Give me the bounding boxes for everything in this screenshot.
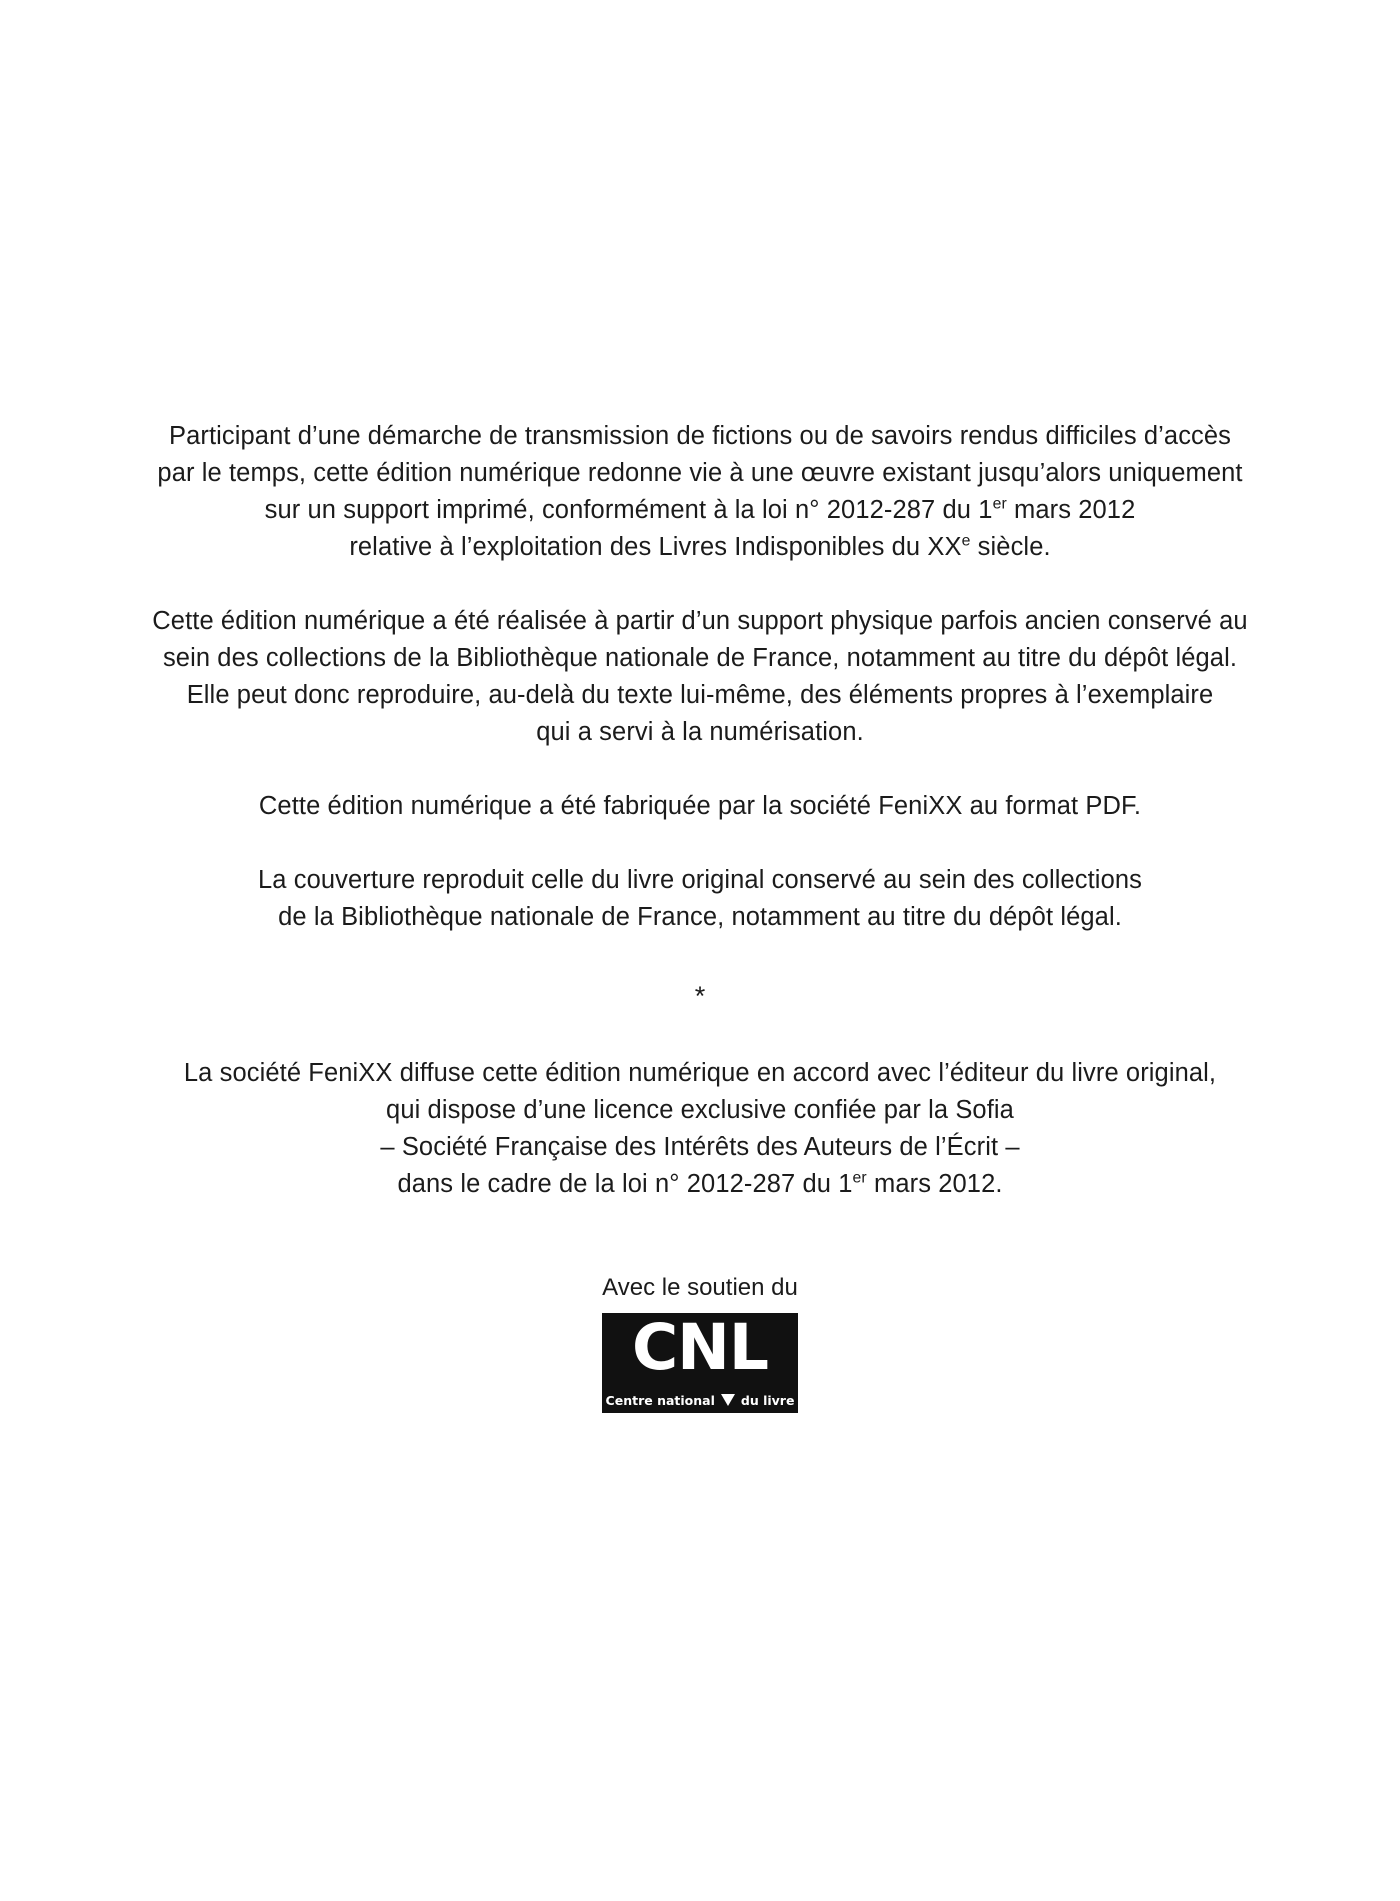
- paragraph-line-text: mars 2012: [1006, 496, 1136, 524]
- paragraph-line-text: siècle.: [970, 533, 1051, 561]
- paragraph-line: Elle peut donc reproduire, au-delà du texte lui-même, des éléments propres à l’exemplaire: [186, 681, 1214, 709]
- cnl-subtitle-left: Centre national: [605, 1393, 715, 1408]
- paragraph-line: La société FeniXX diffuse cette édition numérique en accord avec l’éditeur du livre original,: [183, 1059, 1217, 1087]
- paragraph-line: sein des collections de la Bibliothèque nationale de France, notamment au titre du dépôt légal.: [162, 644, 1238, 672]
- paragraph-line: – Société Française des Intérêts des Auteurs de l’Écrit –: [380, 1133, 1020, 1161]
- paragraph-line-loi: [265, 496, 1136, 524]
- paragraph-line: qui dispose d’une licence exclusive confiée par la Sofia: [386, 1096, 1014, 1124]
- paragraph-support-physique: [140, 603, 1260, 751]
- cnl-subtitle-right: du livre: [740, 1393, 795, 1408]
- ordinal-suffix: e: [961, 532, 971, 550]
- ordinal-suffix: er: [992, 495, 1007, 513]
- paragraph-line-text: relative à l’exploitation des Livres Indisponibles du XX: [349, 533, 962, 561]
- paragraph-line-text: sur un support imprimé, conformément à la loi n° 2012-287 du 1: [264, 496, 993, 524]
- paragraph-transmission: [140, 418, 1260, 566]
- paragraph-format-pdf: [140, 788, 1260, 825]
- paragraph-line-loi: [397, 1170, 1002, 1198]
- paragraph-line: Cette édition numérique a été fabriquée par la société FeniXX au format PDF.: [258, 792, 1142, 820]
- triangle-icon: [721, 1394, 735, 1406]
- paragraph-line: Participant d’une démarche de transmission de fictions ou de savoirs rendus difficiles d’accès: [168, 422, 1232, 450]
- paragraph-line: Cette édition numérique a été réalisée à partir d’un support physique parfois ancien conservé au: [152, 607, 1248, 635]
- paragraph-line: par le temps, cette édition numérique redonne vie à une œuvre existant jusqu’alors uniquement: [157, 459, 1243, 487]
- cnl-logo-icon: [602, 1313, 798, 1413]
- paragraph-line-siecle: [349, 533, 1050, 561]
- separator-asterisk: *: [694, 981, 706, 1011]
- paragraph-line-text: dans le cadre de la loi n° 2012-287 du 1: [397, 1170, 853, 1198]
- paragraph-diffusion-sofia: [140, 1055, 1260, 1203]
- legal-notice-content: [0, 418, 1400, 1413]
- sponsor-logo-block: [602, 1273, 798, 1413]
- paragraph-line: La couverture reproduit celle du livre original conservé au sein des collections: [258, 866, 1142, 894]
- logo-caption: Avec le soutien du: [602, 1274, 798, 1301]
- paragraph-line: qui a servi à la numérisation.: [536, 718, 864, 746]
- cnl-letters: CNL: [631, 1311, 769, 1384]
- cnl-subtitle: [602, 1394, 798, 1408]
- paragraph-line: de la Bibliothèque nationale de France, notamment au titre du dépôt légal.: [278, 903, 1122, 931]
- ordinal-suffix: er: [852, 1169, 867, 1187]
- paragraph-couverture: [140, 862, 1260, 936]
- paragraph-line-text: mars 2012.: [866, 1170, 1003, 1198]
